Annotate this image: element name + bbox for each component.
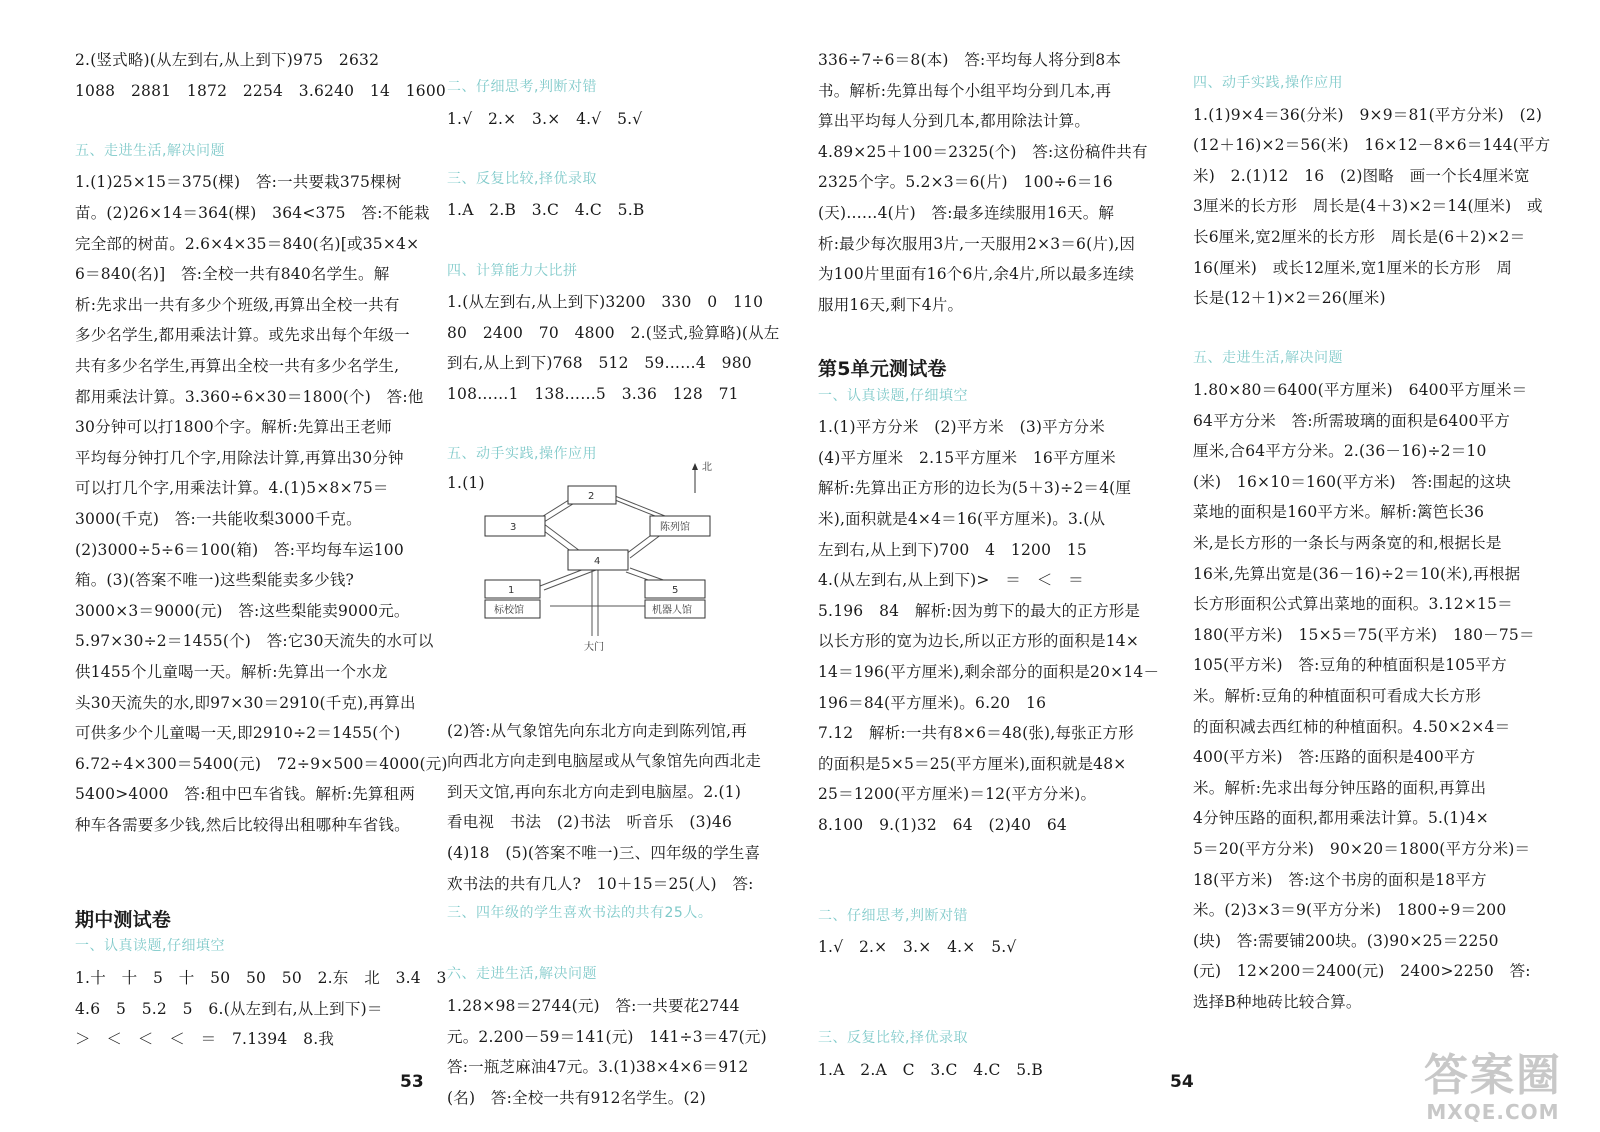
text-line: 长是(12＋1)×2＝26(厘米) bbox=[1193, 289, 1386, 308]
text-line: 到天文馆,再向东北方向走到电脑屋。2.(1) bbox=[447, 782, 742, 801]
text-line: 以长方形的宽为边长,所以正方形的面积是14× bbox=[818, 632, 1140, 651]
text-line: 供1455个儿童喝一天。解析:先算出一个水龙 bbox=[75, 663, 388, 681]
map-building-2: 2 bbox=[588, 491, 595, 502]
text-line: 30分钟可以打1800个字。解析:先算出王老师 bbox=[75, 418, 392, 437]
text-line: 5400>4000 答:租中巴车省钱。解析:先算租两 bbox=[75, 785, 416, 804]
text-line: 1.28×98＝2744(元) 答:一共要花2744 bbox=[447, 997, 740, 1015]
text-line: 5.196 84 解析:因为剪下的最大的正方形是 bbox=[818, 601, 1141, 620]
section-heading: 一、认真读题,仔细填空 bbox=[75, 938, 225, 955]
section-heading: 四、动手实践,操作应用 bbox=[1193, 75, 1343, 91]
text-line: 1.(1)25×15＝375(棵) 答:一共要栽375棵树 bbox=[75, 173, 402, 192]
text-line: 4.6 5 5.2 5 6.(从左到右,从上到下)＝ bbox=[75, 999, 383, 1018]
text-line: 1.A 2.A C 3.C 4.C 5.B bbox=[818, 1060, 1043, 1079]
text-line: 算出平均每人分到几本,都用除法计算。 bbox=[818, 112, 1091, 131]
text-line: 菜地的面积是160平方米。解析:篱笆长36 bbox=[1193, 503, 1485, 522]
map-gate: 大门 bbox=[584, 642, 604, 653]
text-line: 1.(1) bbox=[447, 473, 485, 492]
text-line: (4)18 (5)(答案不唯一)三、四年级的学生喜 bbox=[447, 844, 761, 862]
text-line: 析:先求出一共有多少个班级,再算出全校一共有 bbox=[75, 295, 400, 314]
text-line: 5.97×30÷2＝1455(个) 答:它30天流失的水可以 bbox=[75, 632, 434, 651]
section-heading: 二、仔细思考,判断对错 bbox=[818, 907, 968, 924]
text-line: (4)平方厘米 2.15平方厘米 16平方厘米 bbox=[818, 448, 1116, 467]
text-line: 336÷7÷6＝8(本) 答:平均每人将分到8本 bbox=[818, 51, 1122, 69]
text-line: 6＝840(名)] 答:全校一共有840名学生。解 bbox=[75, 265, 390, 284]
map-building-1: 1 bbox=[508, 585, 515, 596]
text-line: (块) 答:需要铺200块。(3)90×25＝2250 bbox=[1193, 931, 1499, 950]
text-line: 解析:先算出正方形的边长为(5＋3)÷2＝4(厘 bbox=[818, 479, 1132, 498]
map-building-4: 4 bbox=[594, 556, 601, 567]
text-line: 米) 2.(1)12 16 (2)图略 画一个长4厘米宽 bbox=[1193, 166, 1530, 185]
watermark-logo-text: 答案圈 bbox=[1424, 1050, 1562, 1101]
text-line: 1.√ 2.× 3.× 4.× 5.√ bbox=[818, 938, 1017, 957]
campus-map-figure bbox=[480, 458, 740, 658]
text-line: 米),面积就是4×4＝16(平方厘米)。3.(从 bbox=[818, 510, 1106, 528]
text-line: 16米,先算出宽是(36－16)÷2＝10(米),再根据 bbox=[1193, 564, 1521, 583]
section-heading: 五、动手实践,操作应用 bbox=[447, 446, 597, 463]
text-line: 3000×3＝9000(元) 答:这些梨能卖9000元。 bbox=[75, 601, 410, 620]
watermark-url: MXQE.COM bbox=[1426, 1100, 1560, 1124]
text-line: (2)答:从气象馆先向东北方向走到陈列馆,再 bbox=[447, 721, 748, 740]
watermark bbox=[1424, 1052, 1562, 1124]
text-line: 米,是长方形的一条长与两条宽的和,根据长是 bbox=[1193, 534, 1502, 552]
text-line: 2325个字。5.2×3＝6(片) 100÷6＝16 bbox=[818, 173, 1113, 192]
text-line: 25＝1200(平方厘米)＝12(平方分米)。 bbox=[818, 785, 1097, 804]
text-line: 1.A 2.B 3.C 4.C 5.B bbox=[447, 201, 645, 220]
page-number-right: 54 bbox=[1170, 1072, 1194, 1092]
text-line: (米) 16×10＝160(平方米) 答:围起的这块 bbox=[1193, 472, 1512, 491]
text-line: 1.80×80＝6400(平方厘米) 6400平方厘米＝ bbox=[1193, 381, 1528, 399]
section-heading: 三、反复比较,择优录取 bbox=[818, 1030, 968, 1047]
section-heading: 一、认真读题,仔细填空 bbox=[818, 387, 968, 404]
text-line: 可以打几个字,用乘法计算。4.(1)5×8×75＝ bbox=[75, 479, 389, 498]
text-line: (天)……4(片) 答:最多连续服用16天。解 bbox=[818, 204, 1115, 222]
text-line: 14＝196(平方厘米),剩余部分的面积是20×14－ bbox=[818, 663, 1160, 681]
text-line: 米。解析:豆角的种植面积可看成大长方形 bbox=[1193, 687, 1482, 705]
text-line: 1.十 十 5 十 50 50 50 2.东 北 3.4 3 bbox=[75, 969, 447, 987]
map-building-robot: 机器人馆 bbox=[652, 605, 692, 616]
text-line: 4.89×25＋100＝2325(个) 答:这份稿件共有 bbox=[818, 142, 1148, 161]
text-line: 析:最少每次服用3片,一天服用2×3＝6(片),因 bbox=[818, 234, 1136, 253]
text-line: 到右,从上到下)768 512 59……4 980 bbox=[447, 354, 752, 373]
text-line: 2.(竖式略)(从左到右,从上到下)975 2632 bbox=[75, 51, 380, 69]
text-line: 看电视 书法 (2)书法 听音乐 (3)46 bbox=[447, 813, 733, 832]
north-label: 北 bbox=[702, 462, 712, 473]
text-line: 400(平方米) 答:压路的面积是400平方 bbox=[1193, 748, 1476, 767]
text-line: 4分钟压路的面积,都用乘法计算。5.(1)4× bbox=[1193, 809, 1489, 828]
text-line: 8.100 9.(1)32 64 (2)40 64 bbox=[818, 816, 1067, 834]
text-line: 的面积减去西红柿的种植面积。4.50×2×4＝ bbox=[1193, 717, 1511, 736]
text-line: 元。2.200－59＝141(元) 141÷3＝47(元) bbox=[447, 1027, 767, 1046]
text-line: 平均每分钟打几个字,用除法计算,再算出30分钟 bbox=[75, 448, 404, 467]
text-line: 头30天流失的水,即97×30＝2910(千克),再算出 bbox=[75, 693, 416, 712]
text-line: 1.(从左到右,从上到下)3200 330 0 110 bbox=[447, 293, 764, 312]
text-line: 64平方分米 答:所需玻璃的面积是6400平方 bbox=[1193, 411, 1510, 430]
text-line: 196＝84(平方厘米)。6.20 16 bbox=[818, 693, 1047, 712]
text-line: 都用乘法计算。3.360÷6×30＝1800(个) 答:他 bbox=[75, 387, 424, 406]
text-line: 欢书法的共有几人? 10＋15＝25(人) 答: bbox=[447, 874, 754, 893]
text-line: 完全部的树苗。2.6×4×35＝840(名)[或35×4× bbox=[75, 234, 420, 253]
text-line: 共有多少名学生,再算出全校一共有多少名学生, bbox=[75, 357, 400, 375]
text-line: 长6厘米,宽2厘米的长方形 周长是(6＋2)×2＝ bbox=[1193, 228, 1526, 246]
text-line: ＞ ＜ ＜ ＜ ＝ 7.1394 8.我 bbox=[75, 1030, 335, 1049]
text-line: 书。解析:先算出每个小组平均分到几本,再 bbox=[818, 81, 1112, 100]
map-building-5: 5 bbox=[672, 585, 679, 596]
text-line: 米。解析:先求出每分钟压路的面积,再算出 bbox=[1193, 778, 1487, 797]
text-line: 4.(从左到右,从上到下)> ＝ ＜ ＝ bbox=[818, 571, 1084, 590]
section-heading: 六、走进生活,解决问题 bbox=[447, 966, 597, 983]
text-line: 的面积是5×5＝25(平方厘米),面积就是48× bbox=[818, 754, 1127, 773]
text-line: 可供多少个儿童喝一天,即2910÷2＝1455(个) bbox=[75, 724, 401, 743]
section-heading: 三、四年级的学生喜欢书法的共有25人。 bbox=[447, 905, 713, 922]
text-line: 6.72÷4×300＝5400(元) 72÷9×500＝4000(元) bbox=[75, 754, 448, 773]
text-line: 1.(1)9×4＝36(分米) 9×9＝81(平方分米) (2) bbox=[1193, 105, 1543, 124]
section-heading: 二、仔细思考,判断对错 bbox=[447, 79, 597, 95]
text-line: 种车各需要多少钱,然后比较得出租哪种车省钱。 bbox=[75, 816, 410, 834]
text-line: 长方形面积公式算出菜地的面积。3.12×15＝ bbox=[1193, 595, 1513, 614]
section-heading: 四、计算能力大比拼 bbox=[447, 262, 578, 279]
text-line: (名) 答:全校一共有912名学生。(2) bbox=[447, 1088, 707, 1107]
text-line: (12＋16)×2＝56(米) 16×12－8×6＝144(平方 bbox=[1193, 136, 1551, 155]
text-line: 1.(1)平方分米 (2)平方米 (3)平方分米 bbox=[818, 418, 1105, 437]
text-line: 5＝20(平方分米) 90×20＝1800(平方分米)＝ bbox=[1193, 840, 1531, 858]
section-heading: 五、走进生活,解决问题 bbox=[1193, 350, 1343, 367]
test-title: 期中测试卷 bbox=[75, 908, 172, 931]
text-line: 苗。(2)26×14＝364(棵) 364<375 答:不能栽 bbox=[75, 204, 430, 222]
text-line: 服用16天,剩下4片。 bbox=[818, 295, 964, 314]
text-line: 105(平方米) 答:豆角的种植面积是105平方 bbox=[1193, 656, 1507, 675]
text-line: 箱。(3)(答案不唯一)这些梨能卖多少钱? bbox=[75, 571, 355, 590]
text-line: 左到右,从上到下)700 4 1200 15 bbox=[818, 540, 1087, 559]
text-line: 答:一瓶芝麻油47元。3.(1)38×4×6＝912 bbox=[447, 1058, 749, 1077]
text-line: 16(厘米) 或长12厘米,宽1厘米的长方形 周 bbox=[1193, 258, 1513, 277]
text-line: 向西北方向走到电脑屋或从气象馆先向西北走 bbox=[447, 752, 762, 771]
page-number-left: 53 bbox=[400, 1072, 424, 1092]
text-line: 3000(千克) 答:一共能收梨3000千克。 bbox=[75, 510, 362, 528]
text-line: 180(平方米) 15×5＝75(平方米) 180－75＝ bbox=[1193, 625, 1535, 644]
text-line: 选择B种地砖比较合算。 bbox=[1193, 993, 1362, 1011]
text-line: 厘米,合64平方分米。2.(36－16)÷2＝10 bbox=[1193, 442, 1487, 461]
map-building-exhibit: 陈列馆 bbox=[660, 522, 690, 533]
text-line: 80 2400 70 4800 2.(竖式,验算略)(从左 bbox=[447, 323, 780, 342]
text-line: 米。(2)3×3＝9(平方分米) 1800÷9＝200 bbox=[1193, 901, 1507, 920]
text-line: 3厘米的长方形 周长是(4＋3)×2＝14(厘米) 或 bbox=[1193, 197, 1543, 216]
text-line: (2)3000÷5÷6＝100(箱) 答:平均每车运100 bbox=[75, 540, 404, 559]
section-heading: 五、走进生活,解决问题 bbox=[75, 142, 225, 159]
text-line: 多少名学生,都用乘法计算。或先求出每个年级一 bbox=[75, 326, 410, 345]
text-line: 7.12 解析:一共有8×6＝48(张),每张正方形 bbox=[818, 724, 1134, 743]
test-title: 第5单元测试卷 bbox=[818, 358, 947, 380]
map-building-gym: 标校馆 bbox=[494, 605, 524, 616]
text-line: 108……1 138……5 3.36 128 71 bbox=[447, 385, 739, 403]
text-line: 为100片里面有16个6片,余4片,所以最多连续 bbox=[818, 265, 1135, 284]
text-line: 1088 2881 1872 2254 3.6240 14 1600 bbox=[75, 81, 446, 100]
section-heading: 三、反复比较,择优录取 bbox=[447, 170, 597, 187]
text-line: (元) 12×200＝2400(元) 2400>2250 答: bbox=[1193, 962, 1531, 981]
map-building-3: 3 bbox=[510, 522, 517, 533]
text-line: 1.√ 2.× 3.× 4.√ 5.√ bbox=[447, 109, 643, 128]
text-line: 18(平方米) 答:这个书房的面积是18平方 bbox=[1193, 870, 1487, 889]
